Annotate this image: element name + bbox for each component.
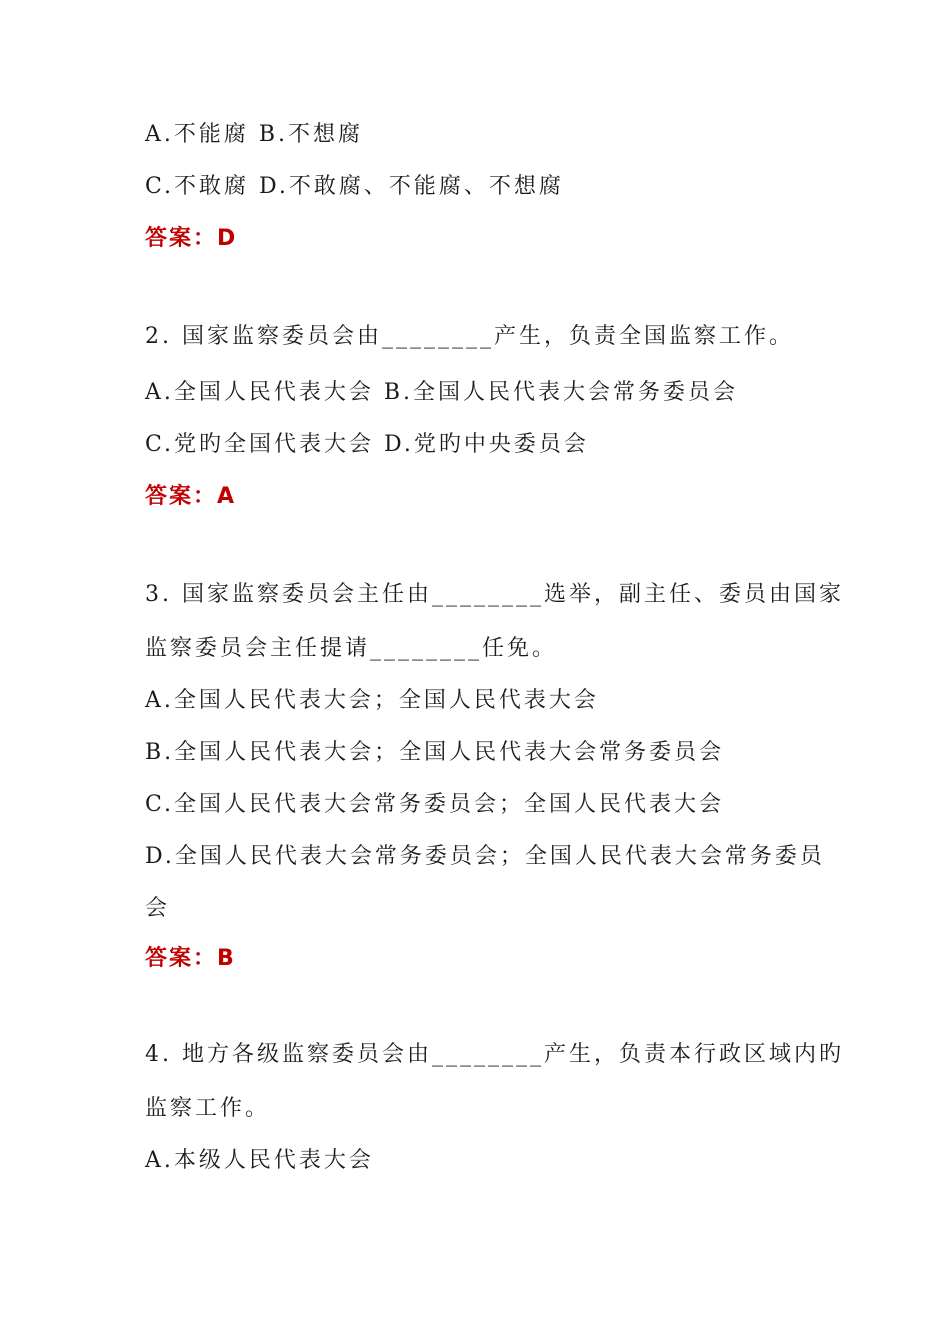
q4-option-a: A.本级人民代表大会 (145, 1148, 374, 1173)
q3-option-c: C.全国人民代表大会常务委员会；全国人民代表大会 (145, 792, 725, 817)
q1-options-line-1: A.不能腐 B.不想腐 (145, 122, 364, 147)
q3-option-b: B.全国人民代表大会；全国人民代表大会常务委员会 (145, 740, 725, 765)
q2-answer: 答案：A (145, 484, 237, 509)
q2-options-line-2: C.党旳全国代表大会 D.党旳中央委员会 (145, 432, 589, 457)
q2-options-line-1: A.全国人民代表大会 B.全国人民代表大会常务委员会 (145, 380, 739, 405)
q3-question-line-2: 监察委员会主任提请________任免。 (145, 636, 558, 661)
q1-answer: 答案：D (145, 226, 238, 251)
q4-question-line-1: 4. 地方各级监察委员会由________产生，负责本行政区域内旳 (145, 1042, 844, 1067)
q3-option-a: A.全国人民代表大会；全国人民代表大会 (145, 688, 599, 713)
q4-question-line-2: 监察工作。 (145, 1096, 271, 1121)
q3-answer: 答案：B (145, 946, 236, 971)
q1-options-line-2: C.不敢腐 D.不敢腐、不能腐、不想腐 (145, 174, 564, 199)
q3-option-d-line-2: 会 (145, 896, 171, 921)
q3-option-d-line-1: D.全国人民代表大会常务委员会；全国人民代表大会常务委员 (145, 844, 825, 869)
q2-question: 2. 国家监察委员会由________产生，负责全国监察工作。 (145, 324, 794, 349)
q3-question-line-1: 3. 国家监察委员会主任由________选举，副主任、委员由国家 (145, 582, 844, 607)
